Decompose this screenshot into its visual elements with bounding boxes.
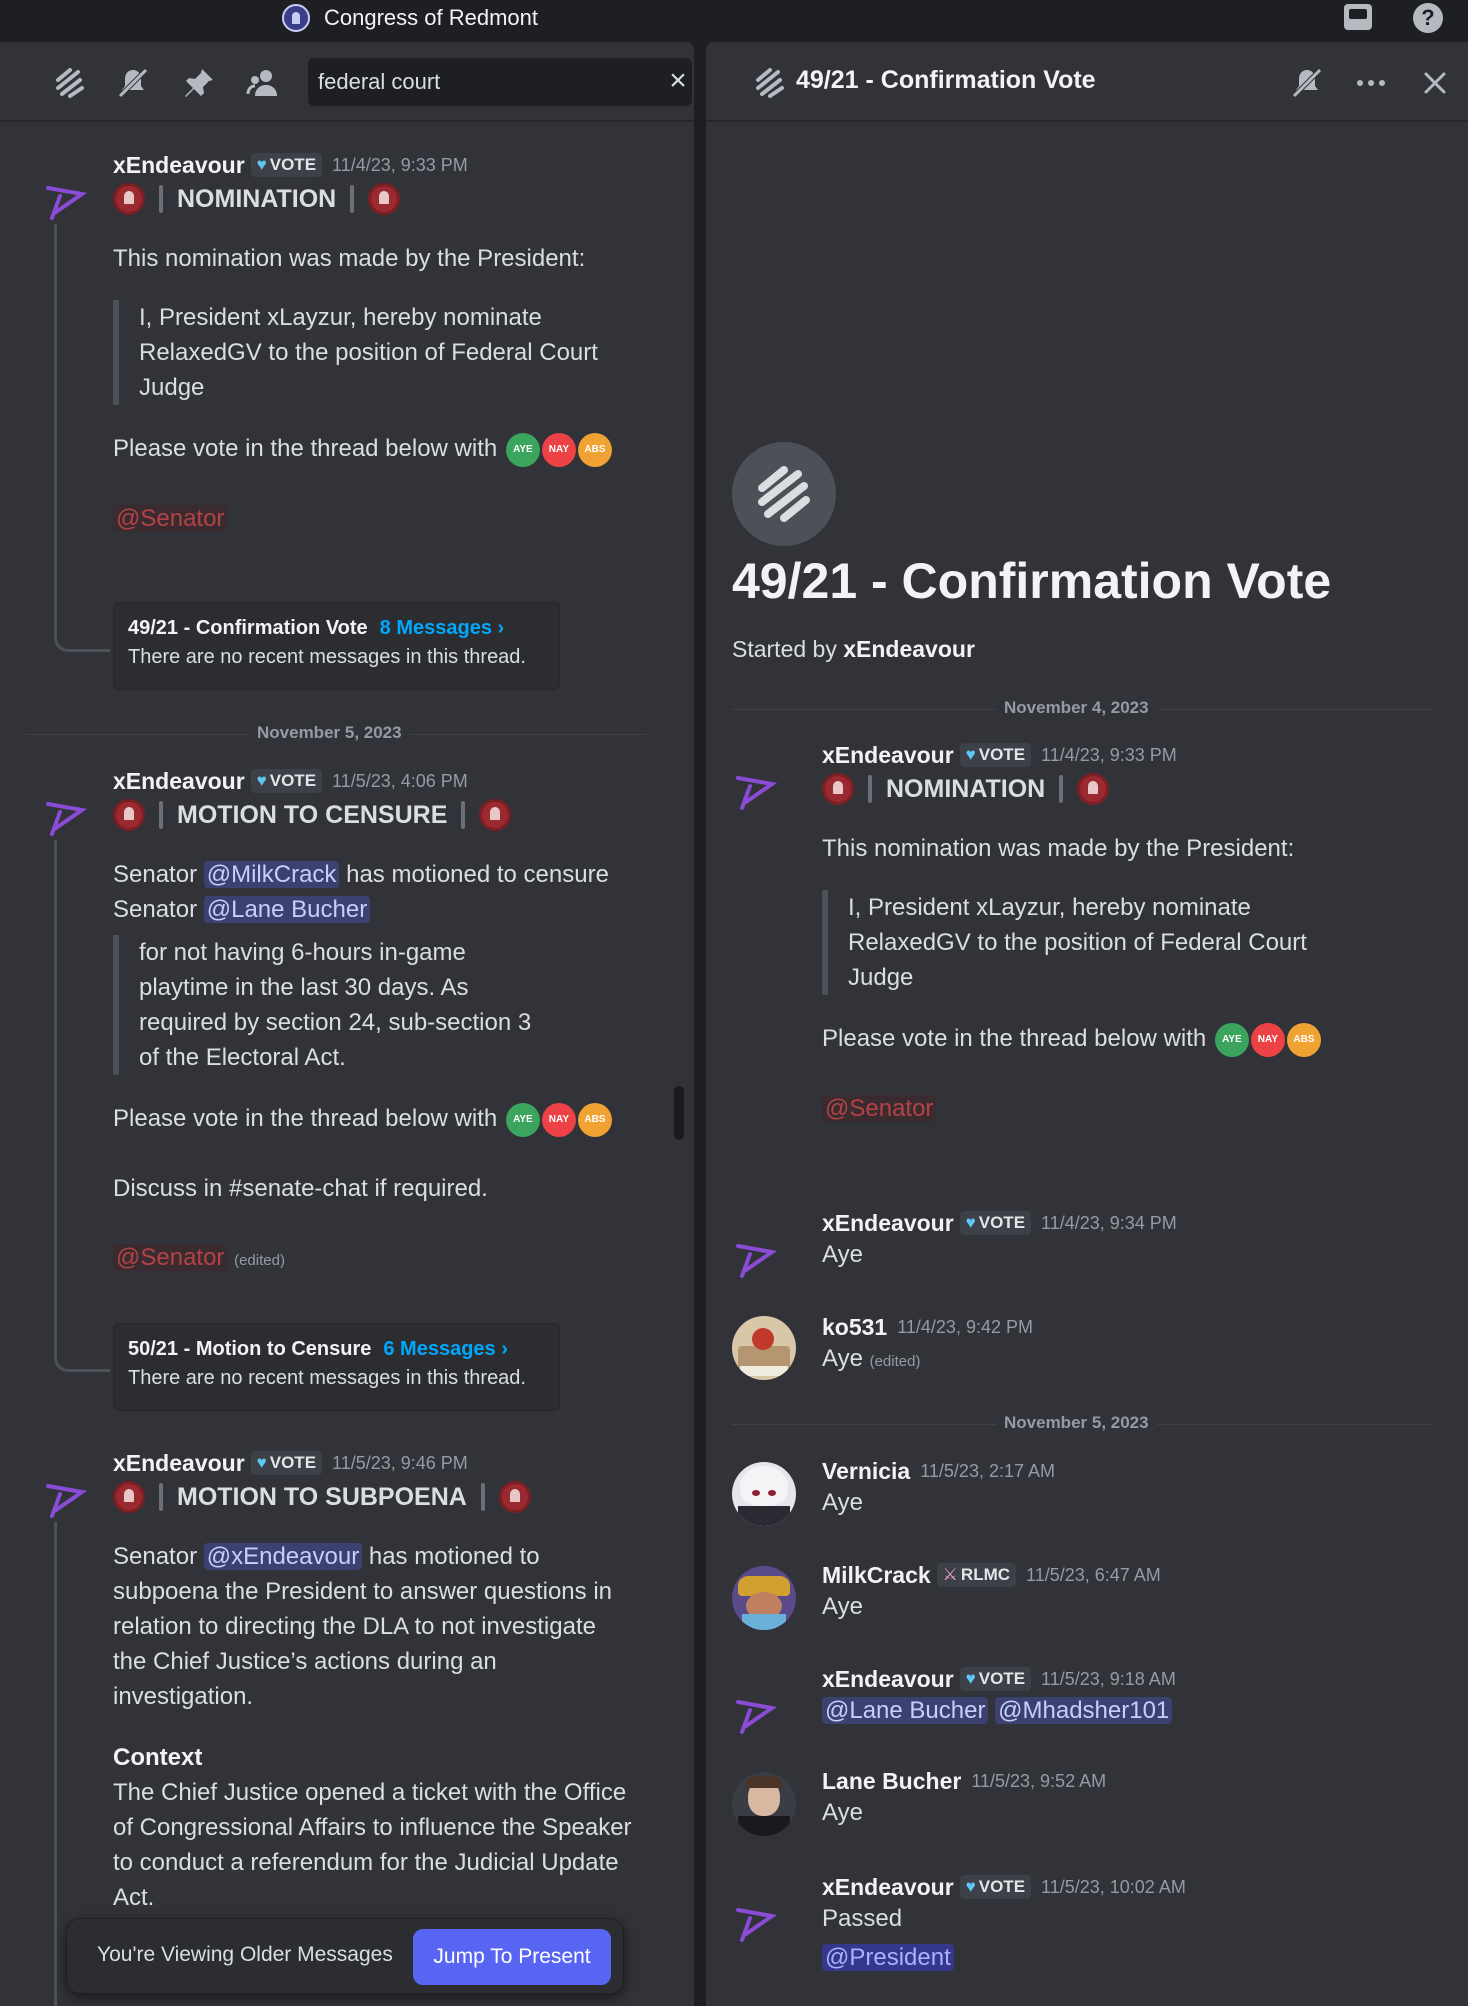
message-author[interactable]: MilkCrack [822, 1562, 931, 1588]
congress-seal-icon [368, 183, 400, 215]
message-text: This nomination was made by the President: [822, 835, 1295, 862]
thread-card[interactable]: 49/21 - Confirmation Vote 8 Messages › There are no recent messages in this thread. [113, 602, 560, 690]
message-text: Senator @xEndeavour has motioned to subpoena the President to answer questions in relation to directing the DLA to not investigate the Chief Justice’s actions during an investigation. [113, 1543, 612, 1710]
user-avatar[interactable] [732, 1682, 796, 1746]
message-heading: NOMINATION [822, 773, 1422, 805]
message [113, 152, 633, 536]
server-icon [282, 4, 310, 32]
jump-to-present-button[interactable]: Jump To Present [413, 1929, 611, 1985]
channel-toolbar [0, 42, 694, 122]
user-mention[interactable]: @Mhadsher101 [995, 1697, 1172, 1724]
message [822, 1874, 1422, 1975]
blockquote: I, President xLayzur, hereby nominate RelaxedGV to the position of Federal Court Judge [822, 890, 1342, 995]
user-avatar[interactable] [732, 1462, 796, 1526]
thread-spine [54, 840, 110, 1372]
thread-started-by: Started by xEndeavour [732, 636, 975, 662]
notification-muted-icon[interactable] [1290, 66, 1324, 100]
thread-title: 49/21 - Confirmation Vote [732, 553, 1332, 609]
message-author[interactable]: xEndeavour [822, 1666, 954, 1692]
message [822, 1314, 1422, 1379]
user-avatar[interactable] [732, 1226, 796, 1290]
role-mention[interactable]: @President [822, 1944, 954, 1971]
role-badge: ♥ VOTE [251, 1451, 322, 1475]
message [822, 1666, 1422, 1728]
blockquote: I, President xLayzur, hereby nominate RelaxedGV to the position of Federal Court Judge [113, 300, 633, 405]
user-avatar[interactable] [42, 784, 106, 848]
role-badge: ♥ VOTE [960, 1667, 1031, 1691]
aye-emoji-icon: AYE [1215, 1023, 1249, 1057]
congress-seal-icon [113, 799, 145, 831]
message-author[interactable]: xEndeavour [822, 1210, 954, 1236]
message-text: The Chief Justice opened a ticket with the Office of Congressional Affairs to influence the Speaker to conduct a referendum for the Judicial Update Act. [113, 1779, 632, 1911]
notification-muted-icon[interactable] [116, 66, 150, 100]
message-heading: MOTION TO SUBPOENA [113, 1481, 633, 1513]
aye-emoji-icon: AYE [506, 1103, 540, 1137]
user-mention[interactable]: @xEndeavour [204, 1543, 362, 1570]
message-timestamp: 11/4/23, 9:42 PM [897, 1317, 1033, 1337]
message-timestamp: 11/5/23, 9:18 AM [1041, 1669, 1176, 1689]
thread-starter-name[interactable]: xEndeavour [843, 636, 975, 662]
vote-prompt: Please vote in the thread below with AYE NAY ABS [113, 431, 633, 467]
congress-seal-icon [113, 183, 145, 215]
message-author[interactable]: xEndeavour [113, 768, 245, 794]
thread-header-title: 49/21 - Confirmation Vote [796, 66, 1096, 94]
message-timestamp: 11/5/23, 9:46 PM [332, 1453, 468, 1473]
abstain-emoji-icon: ABS [1287, 1023, 1321, 1057]
role-badge: ♥ VOTE [960, 1211, 1031, 1235]
role-badge: ♥ VOTE [251, 769, 322, 793]
message-heading: NOMINATION [113, 183, 633, 215]
message-timestamp: 11/5/23, 2:17 AM [920, 1461, 1055, 1481]
message-text: Discuss in #senate-chat if required. [113, 1174, 488, 1202]
thread-message-count[interactable]: 6 Messages › [383, 1338, 508, 1360]
date-divider-label: November 4, 2023 [996, 698, 1157, 718]
role-badge: ♥ VOTE [251, 153, 322, 177]
message-timestamp: 11/4/23, 9:34 PM [1041, 1213, 1177, 1233]
message-text: Passed [822, 1905, 903, 1932]
message-timestamp: 11/5/23, 4:06 PM [332, 771, 468, 791]
message-text: Aye [822, 1345, 863, 1372]
message-heading: MOTION TO CENSURE [113, 799, 633, 831]
message-timestamp: 11/5/23, 9:52 AM [971, 1771, 1107, 1791]
inbox-icon[interactable] [1344, 4, 1372, 30]
edited-label: (edited) [869, 1353, 921, 1370]
abstain-emoji-icon: ABS [578, 433, 612, 467]
message-text: Aye [822, 1241, 863, 1268]
thread-icon [752, 66, 786, 100]
threads-icon[interactable] [52, 66, 86, 100]
role-mention[interactable]: @Senator [822, 1095, 936, 1122]
role-mention[interactable]: @Senator [113, 505, 227, 532]
older-messages-label: You're Viewing Older Messages [97, 1943, 393, 1966]
vote-prompt: Please vote in the thread below with AYE NAY ABS [822, 1021, 1422, 1057]
user-avatar[interactable] [42, 1466, 106, 1530]
message-text: Senator @MilkCrack has motioned to censure Senator @Lane Bucher [113, 861, 609, 923]
nay-emoji-icon: NAY [542, 1103, 576, 1137]
message-author[interactable]: xEndeavour [113, 152, 245, 178]
user-mention[interactable]: @MilkCrack [204, 861, 340, 888]
role-badge: ♥ VOTE [960, 743, 1031, 767]
message [822, 1562, 1422, 1624]
title-bar [0, 0, 1468, 36]
congress-seal-icon [113, 1481, 145, 1513]
nay-emoji-icon: NAY [542, 433, 576, 467]
congress-seal-icon [499, 1481, 531, 1513]
nay-emoji-icon: NAY [1251, 1023, 1285, 1057]
message-timestamp: 11/5/23, 6:47 AM [1026, 1565, 1161, 1585]
search-input[interactable] [318, 66, 638, 98]
message-text: This nomination was made by the President: [113, 245, 586, 272]
congress-seal-icon [1077, 773, 1109, 805]
message-text: Aye [822, 1593, 863, 1620]
pin-icon[interactable] [182, 66, 216, 100]
role-mention[interactable]: @Senator [113, 1244, 227, 1271]
user-avatar[interactable] [732, 1316, 796, 1380]
sword-icon: ⚔ [942, 1565, 958, 1584]
message-timestamp: 11/4/23, 9:33 PM [332, 155, 468, 175]
message-author[interactable]: xEndeavour [822, 742, 954, 768]
channel-panel [0, 42, 694, 2006]
message [113, 768, 633, 1278]
thread-card[interactable]: 50/21 - Motion to Censure 6 Messages › There are no recent messages in this thread. [113, 1323, 560, 1411]
message-author[interactable]: Vernicia [822, 1458, 911, 1484]
date-divider-label: November 5, 2023 [996, 1413, 1157, 1433]
user-avatar[interactable] [732, 1772, 796, 1836]
thread-spine [54, 1522, 57, 2006]
message [822, 742, 1422, 1126]
vote-prompt: Please vote in the thread below with AYE NAY ABS [113, 1101, 633, 1137]
message-author[interactable]: xEndeavour [113, 1450, 245, 1476]
user-avatar[interactable] [42, 168, 106, 232]
message-timestamp: 11/5/23, 10:02 AM [1041, 1877, 1186, 1897]
message [822, 1458, 1422, 1520]
user-mention[interactable]: @Lane Bucher [204, 896, 370, 923]
user-avatar[interactable] [732, 1566, 796, 1630]
role-badge: ⚔ RLMC [937, 1563, 1016, 1587]
scrollbar-thumb[interactable] [674, 1086, 684, 1140]
help-icon[interactable]: ? [1413, 3, 1443, 33]
window-title: Congress of Redmont [324, 5, 538, 30]
user-avatar[interactable] [732, 758, 796, 822]
message-timestamp: 11/4/23, 9:33 PM [1041, 745, 1177, 765]
older-messages-bar [66, 1918, 624, 1994]
message [113, 1450, 633, 1950]
message-author[interactable]: xEndeavour [822, 1874, 954, 1900]
congress-seal-icon [822, 773, 854, 805]
thread-message-count[interactable]: 8 Messages › [379, 617, 505, 639]
aye-emoji-icon: AYE [506, 433, 540, 467]
blockquote: for not having 6-hours in-game playtime in the last 30 days. As required by section 24, sub-section 3 of the Electoral Act. [113, 935, 553, 1075]
date-divider-label: November 5, 2023 [249, 723, 410, 743]
message-author[interactable]: ko531 [822, 1314, 888, 1340]
user-mention[interactable]: @Lane Bucher [822, 1697, 988, 1724]
edited-label: (edited) [234, 1251, 285, 1269]
role-badge: ♥ VOTE [960, 1875, 1031, 1899]
user-avatar[interactable] [732, 1890, 796, 1954]
message [822, 1768, 1422, 1830]
message-author[interactable]: Lane Bucher [822, 1768, 962, 1794]
congress-seal-icon [479, 799, 511, 831]
close-icon[interactable] [1418, 66, 1452, 100]
message-text: Aye [822, 1489, 863, 1516]
thread-panel [706, 42, 1468, 2006]
abstain-emoji-icon: ABS [578, 1103, 612, 1137]
clear-search-icon[interactable]: × [669, 64, 687, 97]
search-box[interactable] [308, 58, 692, 106]
message-text: Aye [822, 1799, 863, 1826]
thread-header [706, 42, 1468, 122]
more-options-icon[interactable] [1354, 66, 1388, 100]
thread-spine [54, 224, 110, 652]
context-heading: Context [113, 1744, 203, 1771]
thread-start-icon [732, 442, 836, 546]
message [822, 1210, 1422, 1272]
member-list-icon[interactable] [246, 66, 280, 100]
